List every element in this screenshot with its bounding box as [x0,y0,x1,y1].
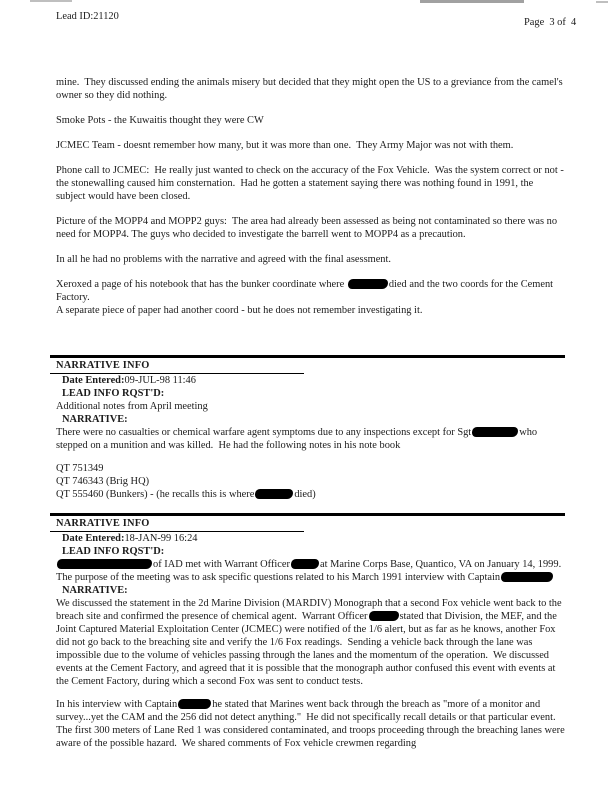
lead-info-content [56,400,565,413]
scan-artifact [420,0,524,3]
paragraph: of IAD met with Warrant Officer at Marine Corps Base, Quantico, VA on January 14, 1999. The purpose of the meeting was to ask specific questions related to his March 1991 interview with Captain [56,559,567,583]
paragraph: QT 751349 QT 746343 (Brig HQ) QT 555460 (Bunkers) - (he recalls this is where died) [56,463,316,500]
paragraph: Additional notes from April meeting [56,401,208,412]
paragraph: mine. They discussed ending the animals misery but decided that they might open the US to a greviance from the camel's owner so they did nothing. [56,77,566,101]
date-entered-label: Date Entered: [62,533,125,544]
redaction-bar [178,699,211,709]
lead-info-label: LEAD INFO RQST'D: [62,546,165,557]
scan-artifact [30,0,72,2]
section-title: NARRATIVE INFO [50,358,304,374]
paragraph: Smoke Pots - the Kuwaitis thought they were CW [56,115,264,126]
redaction-bar [57,559,152,569]
lead-info-label: LEAD INFO RQST'D: [62,388,165,399]
lead-info-content [56,558,565,584]
narrative-section-2 [50,513,568,750]
narrative-section-1 [50,355,565,501]
redaction-bar [348,279,388,289]
paragraph: In all he had no problems with the narrative and agreed with the final asessment. [56,254,391,265]
narrative-label: NARRATIVE: [62,414,128,425]
redaction-bar [472,427,518,437]
redaction-bar [369,611,399,621]
date-entered-line [62,374,565,387]
paragraph: Xeroxed a page of his notebook that has the bunker coordinate where died and the two coords for the Cement Factory. A separate piece of paper had another coord - but he does not remember investigating it. [56,279,556,316]
section-title: NARRATIVE INFO [50,516,304,532]
paragraph: Picture of the MOPP4 and MOPP2 guys: The area had already been assessed as being not contaminated so there was no need for MOPP4. The guys who decided to investigate the barrell went to MOPP4 as a precaution. [56,216,560,240]
intro-paragraphs [56,76,565,317]
date-entered-label: Date Entered: [62,375,125,386]
paragraph: Phone call to JCMEC: He really just wanted to check on the accuracy of the Fox Vehicle. Was the system correct or not - the stonewalling caused him consternation. Had he gotten a statement saying there was nothing found in 1991, the subject would have been closed. [56,165,567,202]
date-entered-value: 09-JUL-98 11:46 [124,375,196,386]
page-number: Page 3 of 4 [524,17,577,28]
paragraph: In his interview with Captain he stated that Marines went back through the breach as "more of a monitor and survey...yet the CAM and the 256 did not detect anything." He did not specifically recall details or that particular event. The first 300 meters of Lane Red 1 was considered contaminated, and troops proceeding through the breaching lanes were aware of the possible hazard. We shared comments of Fox vehicle crewmen regarding [56,699,568,749]
lead-id: Lead ID:21120 [56,11,119,22]
narrative-content [56,426,565,501]
narrative-content [56,597,568,750]
date-entered-value: 18-JAN-99 16:24 [124,533,198,544]
narrative-label: NARRATIVE: [62,585,128,596]
scan-artifact [596,1,608,3]
redaction-bar [255,489,293,499]
paragraph: JCMEC Team - doesnt remember how many, but it was more than one. They Army Major was not with them. [56,140,514,151]
redaction-bar [501,572,553,582]
paragraph: There were no casualties or chemical warfare agent symptoms due to any inspections except for Sgt who stepped on a munition and was killed. He had the following notes in his note book [56,427,540,451]
redaction-bar [291,559,319,569]
paragraph: We discussed the statement in the 2d Marine Division (MARDIV) Monograph that a second Fox vehicle went back to the breach site and confirmed the presence of chemical agent. Warrant Officer stated that Division, the MEF, and the Joint Captured Material Exploitation Center (JCMEC) were notified of the 1/6 alert, but as far as he knows, another Fox did not go back to the breaching site and verify the 1/6 Fox readings. Sending a vehicle back through the lane was impossible due to the volume of vehicles passing through the lanes and the momentum of the operation. We discussed events at the Cement Factory, and agreed that it is possible that the monograph author confused this event with events at the Cement Factory, during which a second Fox was sent to conduct tests. [56,598,565,687]
date-entered-line [62,532,565,545]
